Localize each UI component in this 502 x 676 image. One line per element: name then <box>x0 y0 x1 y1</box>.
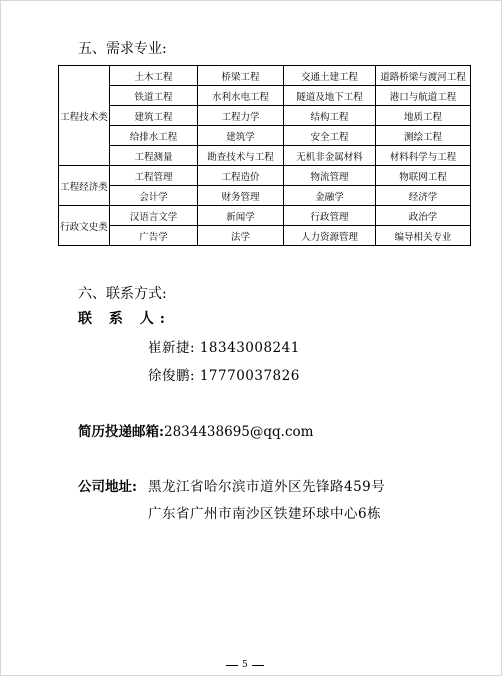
section-5-heading: 五、需求专业: <box>78 41 167 57</box>
page-footer <box>226 660 264 670</box>
resume-email-label: 简历投递邮箱: <box>78 424 164 440</box>
table-cell: 经济学 <box>376 186 471 206</box>
table-row <box>59 106 471 126</box>
table-row <box>59 86 471 106</box>
table-row <box>59 66 471 86</box>
table-cell: 交通土建工程 <box>284 66 376 86</box>
table-cell: 工程造价 <box>198 166 284 186</box>
page-number: 5 <box>242 660 248 670</box>
table-cell: 人力资源管理 <box>284 226 376 246</box>
table-cell: 广告学 <box>110 226 198 246</box>
footer-dash-right <box>252 665 264 666</box>
table-row <box>59 206 471 226</box>
table-cell: 材料科学与工程 <box>376 146 471 166</box>
table-cell: 土木工程 <box>110 66 198 86</box>
table-cell: 法学 <box>198 226 284 246</box>
table-cell: 勘查技术与工程 <box>198 146 284 166</box>
table-cell: 港口与航道工程 <box>376 86 471 106</box>
resume-email-line <box>78 420 313 440</box>
contact-person-label: 联 系 人: <box>78 311 171 327</box>
table-cell: 政治学 <box>376 206 471 226</box>
table-cell: 桥梁工程 <box>198 66 284 86</box>
table-row <box>59 186 471 206</box>
section-6-heading: 六、联系方式: <box>78 286 167 302</box>
table-cell: 道路桥梁与渡河工程 <box>376 66 471 86</box>
table-cell: 工程力学 <box>198 106 284 126</box>
table-cell: 会计学 <box>110 186 198 206</box>
category-cell: 行政文史类 <box>59 206 110 246</box>
company-address-line-2: 广东省广州市南沙区铁建环球中心6栋 <box>148 506 382 522</box>
table-cell: 物联网工程 <box>376 166 471 186</box>
category-cell: 工程技术类 <box>59 66 110 166</box>
table-cell: 地质工程 <box>376 106 471 126</box>
table-row <box>59 146 471 166</box>
table-cell: 结构工程 <box>284 106 376 126</box>
table-cell: 编导相关专业 <box>376 226 471 246</box>
footer-dash-left <box>226 665 238 666</box>
table-cell: 无机非金属材料 <box>284 146 376 166</box>
company-address-label: 公司地址: <box>78 479 137 495</box>
contact-person-1: 崔新捷: 18343008241 <box>148 340 300 356</box>
table-cell: 铁道工程 <box>110 86 198 106</box>
table-cell: 工程测量 <box>110 146 198 166</box>
majors-table <box>58 65 471 246</box>
table-cell: 物流管理 <box>284 166 376 186</box>
table-cell: 工程管理 <box>110 166 198 186</box>
contact-person-2: 徐俊鹏: 17770037826 <box>148 368 300 384</box>
table-cell: 安全工程 <box>284 126 376 146</box>
table-cell: 汉语言文学 <box>110 206 198 226</box>
table-cell: 隧道及地下工程 <box>284 86 376 106</box>
table-cell: 给排水工程 <box>110 126 198 146</box>
table-cell: 财务管理 <box>198 186 284 206</box>
category-cell: 工程经济类 <box>59 166 110 206</box>
table-cell: 金融学 <box>284 186 376 206</box>
table-row <box>59 226 471 246</box>
resume-email-address[interactable]: 2834438695@qq.com <box>163 424 314 440</box>
table-cell: 行政管理 <box>284 206 376 226</box>
table-row <box>59 166 471 186</box>
table-cell: 建筑工程 <box>110 106 198 126</box>
table-row <box>59 126 471 146</box>
table-cell: 水利水电工程 <box>198 86 284 106</box>
table-cell: 新闻学 <box>198 206 284 226</box>
table-cell: 测绘工程 <box>376 126 471 146</box>
table-cell: 建筑学 <box>198 126 284 146</box>
company-address-line-1: 黑龙江省哈尔滨市道外区先锋路459号 <box>148 479 386 495</box>
